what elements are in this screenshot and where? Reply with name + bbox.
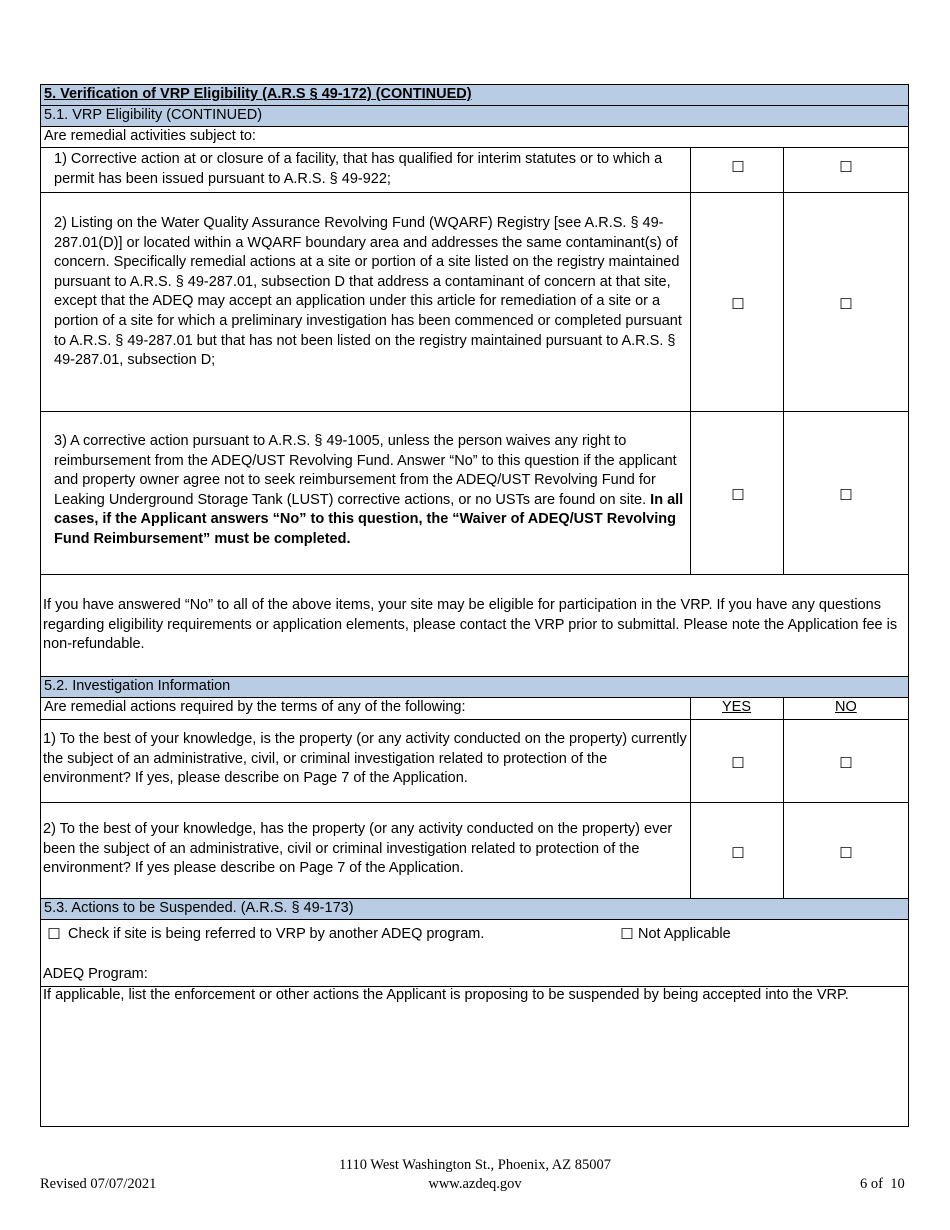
section-5-title: 5. Verification of VRP Eligibility (A.R.S § 49-172) (CONTINUED) — [44, 86, 472, 102]
investigation-question-1: 1) To the best of your knowledge, is the property (or any activity conducted on the property) currently the subject of an administrative, civil, or criminal investigation related to protection of the environment? If yes, please describe on Page 7 of the Application. — [43, 731, 687, 787]
section-5-2-header — [41, 677, 908, 697]
section-5-3-title: 5.3. Actions to be Suspended. (A.R.S. § 49-173) — [44, 900, 354, 916]
yes-column-header: YES — [722, 699, 752, 715]
eligibility-item-2: 2) Listing on the Water Quality Assurance Revolving Fund (WQARF) Registry [see A.R.S. § 49-287.01(D)] or located within a WQARF boundary area and addresses the same contaminant(s) of concern. Specifically remedial actions at a site or portion of a site listed on the registry maintained pursuant to A.R.S. § 49-287.01, subsection D that address a contaminant of concern at that site, except that the ADEQ may accept an application under this article for remediation of a site or a portion of a site for which a preliminary investigation has been commenced or completed pursuant to A.R.S. § 49-287.01 but that has not been listed on the registry maintained pursuant to A.R.S. § 49-287.01, subsection D; — [54, 215, 682, 369]
section-5-2-title: 5.2. Investigation Information — [44, 678, 231, 694]
item-3-no-checkbox[interactable]: ☐ — [839, 487, 853, 504]
footer-website: www.azdeq.gov — [428, 1176, 522, 1192]
item-1-yes-checkbox[interactable]: ☐ — [731, 159, 745, 176]
section-5-header — [41, 85, 908, 105]
item-1-no-checkbox[interactable]: ☐ — [839, 159, 853, 176]
enforcement-actions-field[interactable] — [41, 1027, 907, 1125]
not-applicable-checkbox[interactable]: ☐ — [620, 926, 634, 943]
referred-label: Check if site is being referred to VRP by another ADEQ program. — [68, 926, 485, 942]
investigation-intro: Are remedial actions required by the terms of any of the following: — [44, 699, 466, 715]
question-2-no-checkbox[interactable]: ☐ — [839, 845, 853, 862]
eligibility-item-3-waiver-note: In all cases, if the Applicant answers “No” to this question, the “Waiver of ADEQ/UST Revolving Fund Reimbursement” must be completed. — [54, 491, 684, 547]
item-3-yes-checkbox[interactable]: ☐ — [731, 487, 745, 504]
page-number: 6 of 10 — [860, 1176, 905, 1192]
eligibility-item-1: 1) Corrective action at or closure of a facility, that has qualified for interim statutes or to which a permit has been issued pursuant to A.R.S. § 49-922; — [54, 151, 663, 187]
footer-address: 1110 West Washington St., Phoenix, AZ 85007 — [339, 1157, 611, 1173]
investigation-question-2: 2) To the best of your knowledge, has the property (or any activity conducted on the property) ever been the subject of an administrative, civil or criminal investigation related to protection of the environment? If yes please describe on Page 7 of the Application. — [43, 821, 673, 877]
item-2-no-checkbox[interactable]: ☐ — [839, 296, 853, 313]
section-5-1-header — [41, 106, 908, 126]
section-5-3-header — [41, 899, 908, 919]
referred-checkbox[interactable]: ☐ — [47, 926, 61, 943]
question-1-yes-checkbox[interactable]: ☐ — [731, 755, 745, 772]
eligibility-note: If you have answered “No” to all of the above items, your site may be eligible for participation in the VRP. If you have any questions regarding eligibility requirements or application elements, please contact the VRP prior to submittal. Please note the Application fee is non-refundable. — [43, 597, 898, 653]
remedial-activities-intro: Are remedial activities subject to: — [44, 128, 256, 144]
item-2-yes-checkbox[interactable]: ☐ — [731, 296, 745, 313]
eligibility-item-3 — [54, 432, 686, 550]
not-applicable-label: Not Applicable — [638, 926, 731, 942]
no-column-header: NO — [835, 699, 857, 715]
eligibility-item-3-text: 3) A corrective action pursuant to A.R.S. § 49-1005, unless the person waives any right to reimbursement from the ADEQ/UST Revolving Fund. Answer “No” to this question if the applicant and property owner agree not to seek reimbursement from the ADEQ/UST Revolving Fund for Leaking Underground Storage Tank (LUST) corrective actions, or no USTs are found on site. — [54, 433, 677, 508]
question-1-no-checkbox[interactable]: ☐ — [839, 755, 853, 772]
adeq-program-label: ADEQ Program: — [43, 966, 148, 982]
vrp-eligibility-form — [40, 84, 909, 1127]
revised-date: Revised 07/07/2021 — [40, 1176, 157, 1192]
question-2-yes-checkbox[interactable]: ☐ — [731, 845, 745, 862]
section-5-1-title: 5.1. VRP Eligibility (CONTINUED) — [44, 107, 263, 123]
enforcement-actions-label: If applicable, list the enforcement or other actions the Applicant is proposing to be suspended by being accepted into the VRP. — [43, 987, 849, 1003]
